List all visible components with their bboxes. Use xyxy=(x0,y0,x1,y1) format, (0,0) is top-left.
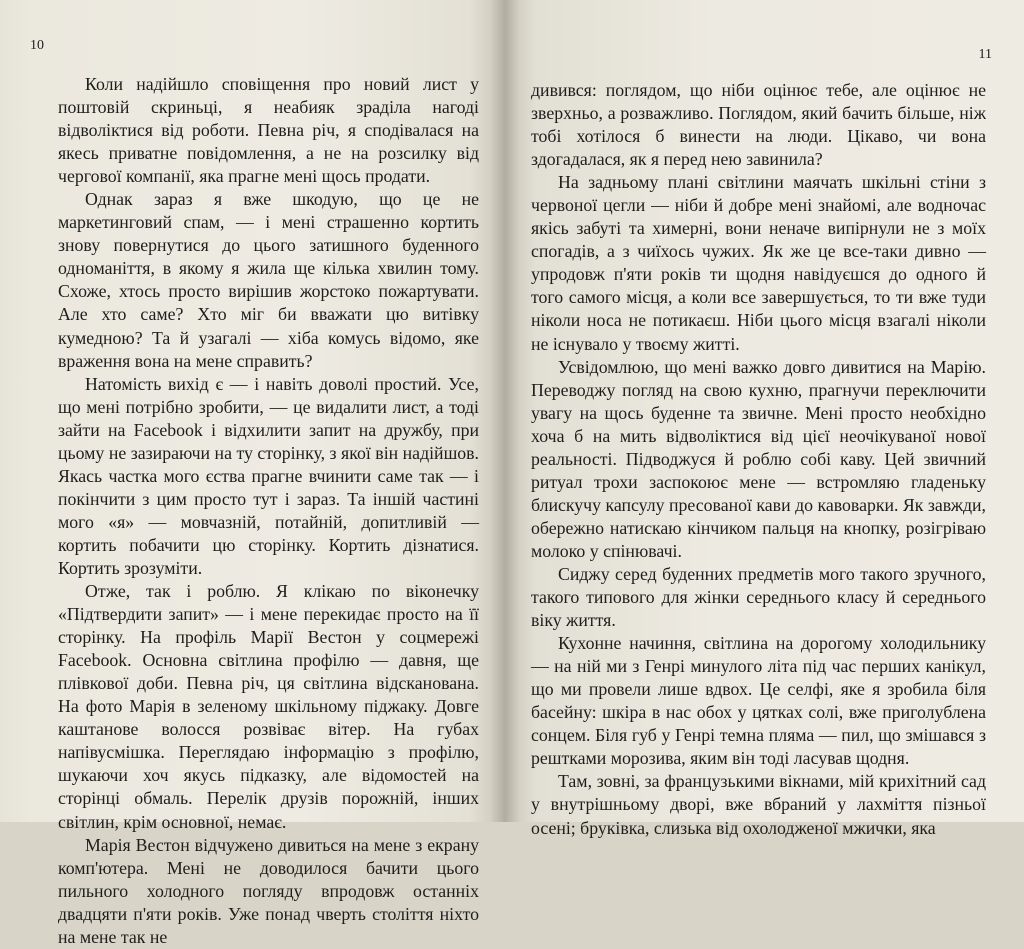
page-number: 10 xyxy=(30,38,44,53)
paragraph: Усвідомлюю, що мені важко довго дивитися на Марію. Переводжу погляд на свою кухню, прагнучи переключити увагу на щось буденне та звичне. Мені просто необхідно хоча б на мить відволіктися від цієї неочікуваної нової реальності. Підводжуся й роблю собі каву. Цей звичний ритуал трохи заспокоює мене — встромляю гладеньку блискучу капсулу пресованої кави до кавоварки. Як завжди, обережно натискаю кінчиком пальця на кнопку, розігріваю молоко у спінювачі. xyxy=(531,356,986,561)
right-page-text xyxy=(531,79,986,840)
paragraph: дивився: поглядом, що ніби оцінює тебе, але оцінює не зверхньо, а розважливо. Поглядом, який бачить більше, ніж тобі хотілося б винести на люди. Цікаво, чи вона здогадалася, як я перед нею завинила? xyxy=(531,80,986,170)
left-page xyxy=(0,0,505,947)
paragraph: На задньому плані світлини маячать шкільні стіни з червоної цегли — ніби й добре мені знайомі, але водночас якісь забуті та химерні, вони неначе випірнули не з моїх спогадів, а з чиїхось чужих. Як же це все-таки дивно — упродовж п'яти років ти щодня навідуєшся до одного й того самого місця, а коли все завершується, то ти вже туди ніколи носа не потикаєш. Ніби цього місця взагалі ніколи не існувало у твоєму житті. xyxy=(531,172,986,354)
paragraph: Сиджу серед буденних предметів мого такого зручного, такого типового для жінки середнього класу й середнього віку життя. xyxy=(531,563,986,631)
paragraph: Однак зараз я вже шкодую, що це не маркетинговий спам, — і мені страшенно кортить знову повернутися до цього затишного буденного одноманіття, в якому я жила ще кілька хвилин тому. Схоже, хтось просто вирішив жорстоко пожартувати. Але хто саме? Хто міг би вважати цю витівку кумедною? Та й узагалі — хіба комусь відомо, яке враження вона на мене справить? xyxy=(58,189,479,371)
left-page-text xyxy=(58,73,479,949)
right-page xyxy=(505,0,1024,838)
paragraph: Там, зовні, за французькими вікнами, мій крихітний сад у внутрішньому дворі, вже вбраний у лахміття пізньої осені; бруківка, слизька від охолодженої мжички, яка xyxy=(531,771,986,838)
page-number: 11 xyxy=(978,47,992,62)
paragraph: Натомість вихід є — і навіть доволі простий. Усе, що мені потрібно зробити, — це видалити лист, а тоді зайти на Facebook і відхилити запит на дружбу, при цьому не зазираючи на ту сторінку, з якої він надійшов. Якась частка мого єства прагне вчинити саме так — і покінчити з цим просто тут і зараз. Та іншій частині мого «я» — мовчазній, потайній, допитливій — кортить побачити цю сторінку. Кортить дізнатися. Кортить зрозуміти. xyxy=(58,373,479,578)
paragraph: Коли надійшло сповіщення про новий лист у поштовій скриньці, я неабияк зраділа нагоді відволіктися від роботи. Певна річ, я сподівалася на якесь приватне повідомлення, а не на розсилку від чергової компанії, яка прагне мені щось продати. xyxy=(58,74,479,187)
paragraph: Кухонне начиння, світлина на дорогому холодильнику — на ній ми з Генрі минулого літа під час перших канікул, що ми провели лише вдвох. Це селфі, яке я зробила біля басейну: шкіра в нас обох у цятках солі, вже приголублена сонцем. Біля губ у Генрі темна пляма — пил, що змішався з рештками морозива, яким він тоді ласував щодня. xyxy=(531,633,986,769)
paragraph: Марія Вестон відчужено дивиться на мене з екрану комп'ютера. Мені не доводилося бачити цього пильного холодного погляду впродовж останніх двадцяти п'яти років. Уже понад чверть століття ніхто на мене так не xyxy=(58,834,479,947)
paragraph: Отже, так і роблю. Я клікаю по віконечку «Підтвердити запит» — і мене перекидає просто на її сторінку. На профіль Марії Вестон у соцмережі Facebook. Основна світлина профілю — давня, ще плівкової доби. Певна річ, ця світлина відсканована. На фото Марія в зеленому шкільному піджаку. Довге каштанове волосся розвіває вітер. На губах напівусмішка. Переглядаю інформацію з профілю, шукаючи хоч якусь підказку, але відомостей на сторінці обмаль. Перелік друзів порожній, інших світлин, крім основної, немає. xyxy=(58,581,479,832)
